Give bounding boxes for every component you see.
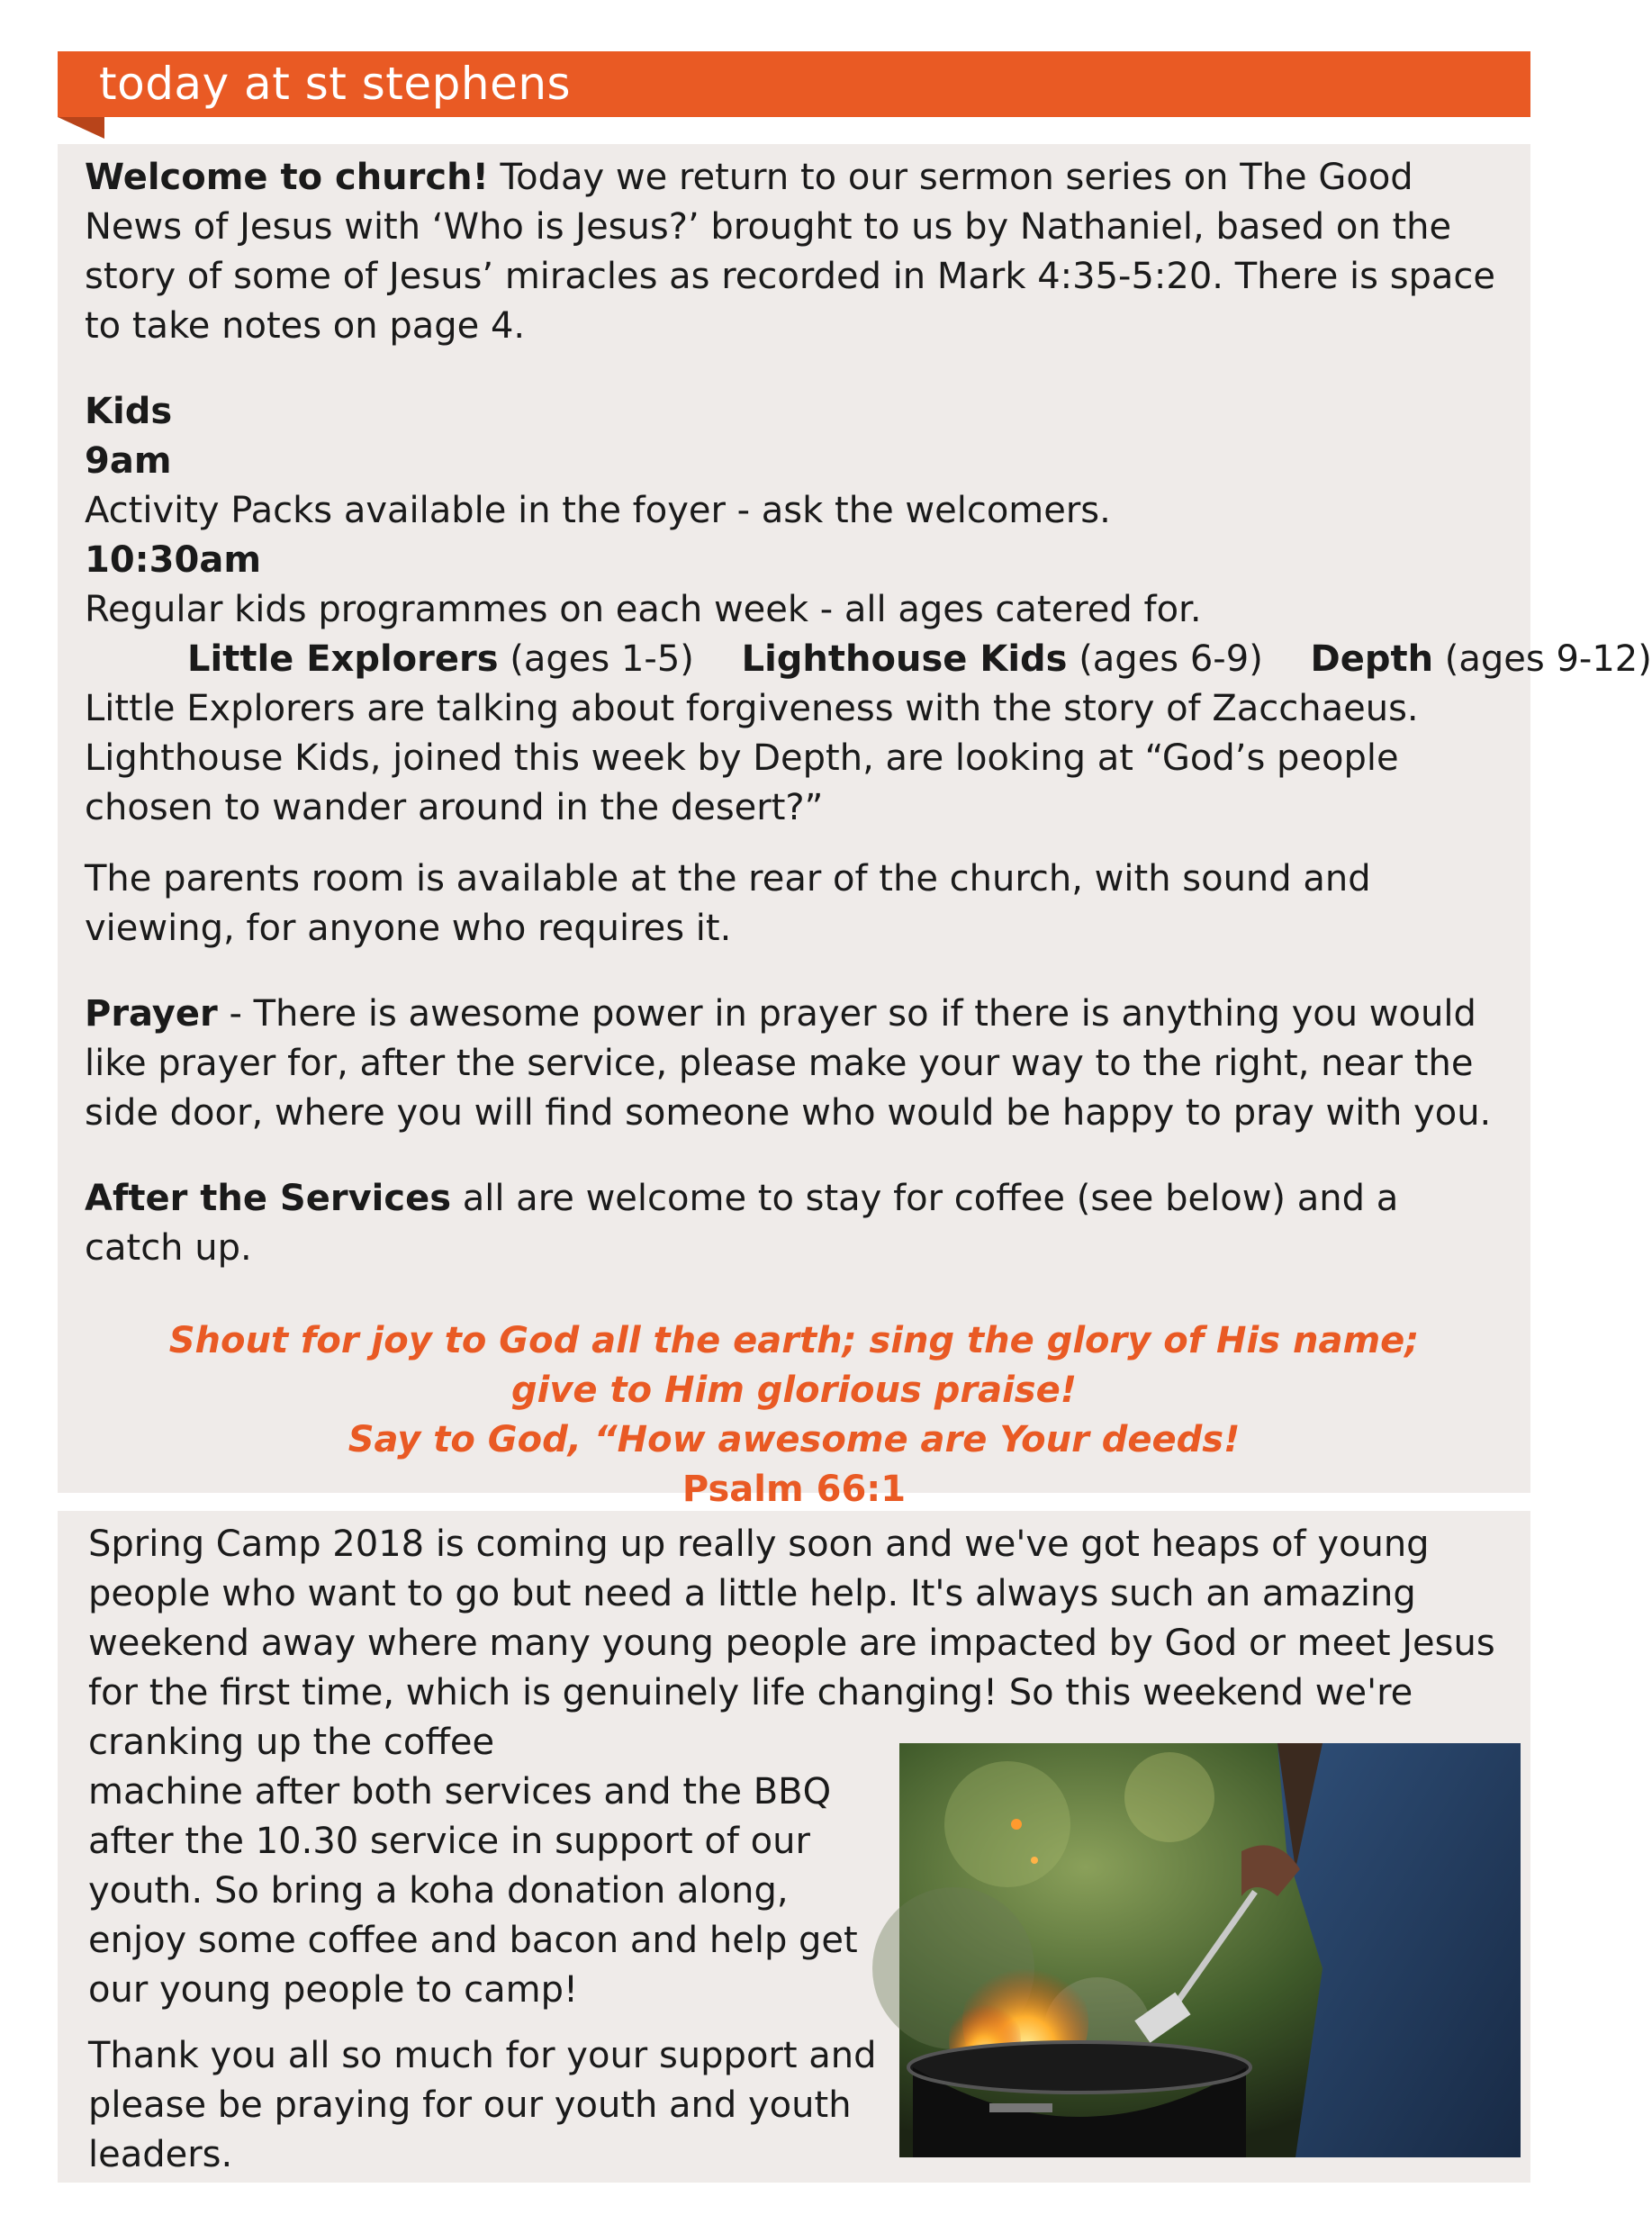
after-lead: After the Services — [85, 1178, 452, 1219]
group-name: Depth — [1310, 638, 1434, 680]
after-text: all are welcome to stay for coffee (see below) and a catch up. — [85, 1178, 1399, 1269]
after-services-paragraph — [85, 1174, 1503, 1273]
verse-reference: Psalm 66:1 — [682, 1469, 907, 1510]
kids-groups — [85, 635, 1652, 684]
kids-1030-text: Regular kids programmes on each week - all ages catered for. — [85, 589, 1202, 630]
group-ages: (ages 6-9) — [1079, 638, 1263, 680]
section-banner — [58, 51, 1530, 117]
camp-paragraph-2: Thank you all so much for your support and please be praying for our youth and youth leaders. — [88, 2035, 877, 2175]
group-name: Little Explorers — [187, 638, 499, 680]
camp-paragraph-1: Spring Camp 2018 is coming up really soon and we've got heaps of young people who want to go but need a little help. It's always such an amazing weekend away where many young people are impacted by God or meet Jesus for the first time, which is genuinely life changing! So this weekend we're cranking up the coffee — [88, 1523, 1495, 1763]
explorers-text: Little Explorers are talking about forgiveness with the story of Zacchaeus. — [85, 688, 1419, 729]
prayer-paragraph — [85, 990, 1503, 1138]
today-panel — [58, 144, 1652, 1510]
parents-room-text: The parents room is available at the rear of the church, with sound and viewing, for anyone who requires it. — [85, 858, 1371, 949]
prayer-lead: Prayer — [85, 993, 218, 1035]
banner-fold — [58, 117, 104, 139]
welcome-text: Today we return to our sermon series on The Good News of Jesus with ‘Who is Jesus?’ brought to us by Nathaniel, based on the story of some of Jesus’ miracles as recorded in Mark 4:35-5:20. There is space to take notes on page 4. — [85, 157, 1496, 347]
kids-time-1030am: 10:30am — [85, 539, 261, 581]
prayer-text: - There is awesome power in prayer so if there is anything you would like prayer for, after the service, please make your way to the right, near the side door, where you will find someone who would be happy to pray with you. — [85, 993, 1492, 1134]
group-ages: (ages 1-5) — [510, 638, 694, 680]
kids-time-9am: 9am — [85, 440, 172, 482]
welcome-paragraph — [85, 153, 1503, 351]
welcome-lead: Welcome to church! — [85, 157, 489, 198]
kids-9am-text: Activity Packs available in the foyer - ask the welcomers. — [85, 490, 1111, 531]
group-name: Lighthouse Kids — [741, 638, 1068, 680]
bbq-photo — [899, 1743, 1521, 2157]
verse-line: Shout for joy to God all the earth; sing the glory of His name; — [168, 1320, 1420, 1361]
camp-paragraph-1-cont: machine after both services and the BBQ after the 10.30 service in support of our youth. So bring a koha donation along, enjoy some coffee and bacon and help get our young people to camp! — [88, 1771, 858, 2011]
lighthouse-text: Lighthouse Kids, joined this week by Depth, are looking at “God’s people chosen to wander around in the desert?” — [85, 737, 1399, 828]
page-title: today at st stephens — [99, 58, 572, 110]
verse-line: Say to God, “How awesome are Your deeds! — [348, 1419, 1241, 1460]
verse-line: give to Him glorious praise! — [511, 1370, 1077, 1411]
kids-heading: Kids — [85, 391, 173, 432]
group-ages: (ages 9-12) — [1444, 638, 1652, 680]
